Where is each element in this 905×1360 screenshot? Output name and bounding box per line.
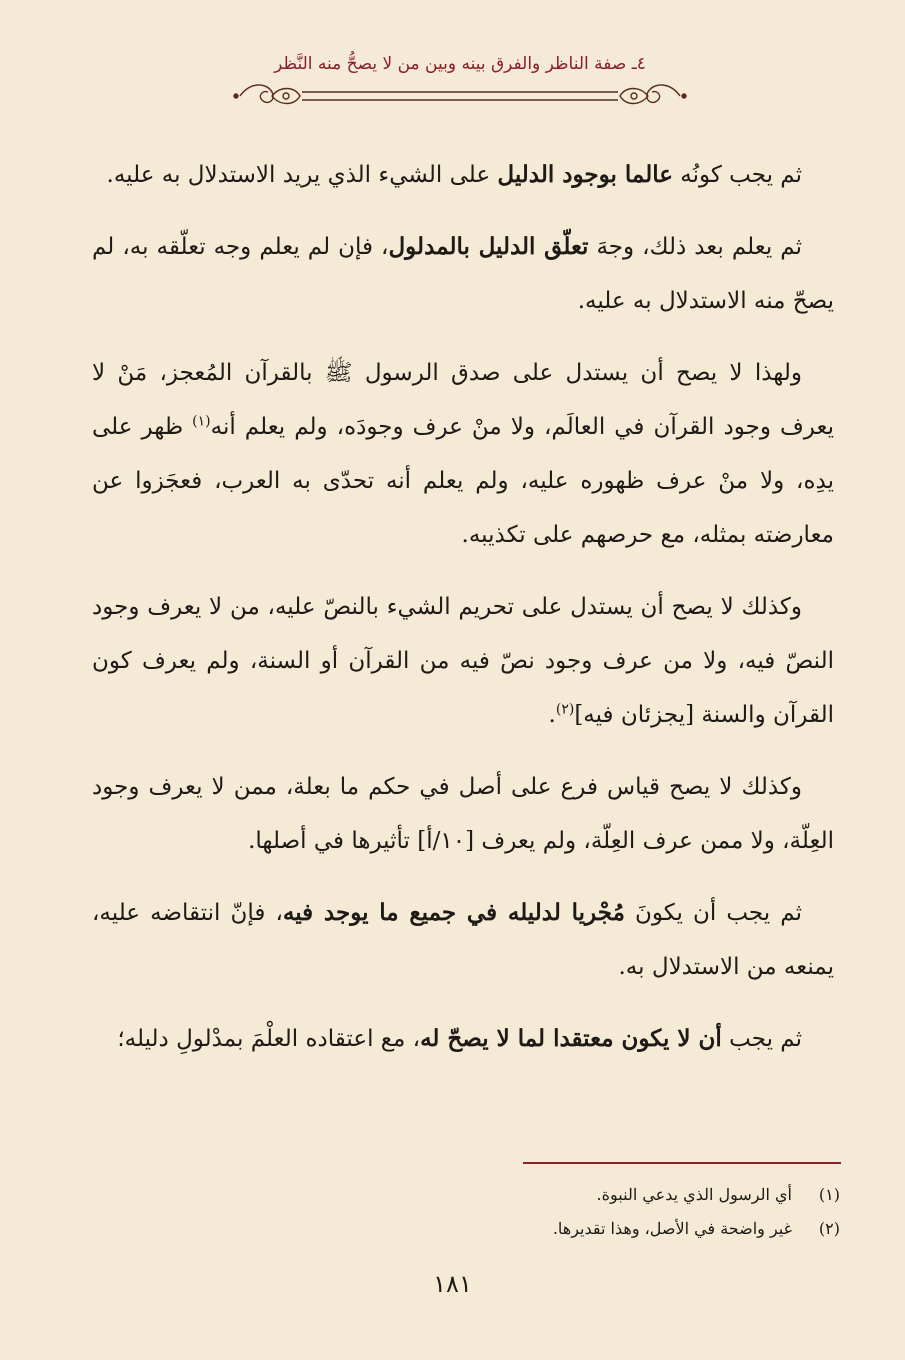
text-run: ثم يجب كونُه xyxy=(672,162,802,188)
paragraph xyxy=(92,1012,834,1066)
text-run: وكذلك لا يصح قياس فرع على أصل في حكم ما بعلة، ممن لا يعرف وجود العِلّة، ولا ممن عرف العِلّة، ولم يعرف [١٠/أ] تأثيرها في أصلها. xyxy=(92,774,834,854)
paragraph xyxy=(92,346,834,562)
bold-phrase: مُجْريا لدليله في جميع ما يوجد فيه xyxy=(282,899,625,926)
running-header: ٤ـ صفة الناظر والفرق بينه وبين من لا يصحُّ منه النَّظر xyxy=(274,54,646,74)
paragraph xyxy=(92,580,834,742)
paragraph xyxy=(92,760,834,868)
footnotes xyxy=(300,1178,840,1246)
bold-phrase: عالما بوجود الدليل xyxy=(497,161,673,188)
bold-phrase: تعلّق الدليل بالمدلول xyxy=(388,233,589,260)
footnote-text: أي الرسول الذي يدعي النبوة. xyxy=(596,1185,792,1204)
text-run: ، مع اعتقاده العلْمَ بمدْلولِ دليله؛ xyxy=(117,1026,421,1052)
bold-phrase: أن لا يكون معتقدا لما لا يصحّ له xyxy=(420,1025,722,1052)
footnote-number: (٢) xyxy=(818,1219,840,1238)
text-run: ثم يجب أن يكونَ xyxy=(624,900,802,926)
text-run: ، فإنّ انتقاضه عليه، يمنعه من الاستدلال به. xyxy=(92,900,834,980)
text-run: وكذلك لا يصح أن يستدل على تحريم الشيء بالنصّ عليه، من لا يعرف وجود النصّ فيه، ولا من عرف وجود نصّ فيه من القرآن أو السنة، ولم يعرف كون القرآن والسنة [يجزئان فيه] xyxy=(92,594,834,728)
text-run: ، فإن لم يعلم وجه تعلّقه به، لم يصحّ منه الاستدلال به عليه. xyxy=(92,234,834,314)
text-run: ثم يعلم بعد ذلك، وجهَ xyxy=(588,234,802,260)
paragraph xyxy=(92,220,834,328)
footnote xyxy=(300,1212,840,1246)
footnote xyxy=(300,1178,840,1212)
footnote-number: (١) xyxy=(818,1185,840,1204)
page-number: ١٨١ xyxy=(433,1270,472,1298)
text-run: ظهر على يدِه، ولا منْ عرف ظهوره عليه، ولم يعلم أنه تحدّى به العرب، فعجَزوا عن معارضته بمثله، مع حرصهم على تكذيبه. xyxy=(92,414,834,548)
footnote-marker: (١) xyxy=(192,413,211,430)
footnote-marker: (٢) xyxy=(555,701,575,718)
paragraph xyxy=(92,148,834,202)
footnote-text: غير واضحة في الأصل، وهذا تقديرها. xyxy=(552,1219,792,1238)
text-run: ثم يجب xyxy=(721,1026,802,1052)
header-ornament xyxy=(232,78,688,114)
main-text xyxy=(92,148,834,1084)
text-run: . xyxy=(548,702,556,728)
paragraph xyxy=(92,886,834,994)
footnote-separator xyxy=(523,1162,841,1164)
text-run: على الشيء الذي يريد الاستدلال به عليه. xyxy=(106,162,498,188)
text-run: ولهذا لا يصح أن يستدل على صدق الرسول ﷺ بالقرآن المُعجز، مَنْ لا يعرف وجود القرآن في العالَم، ولا منْ عرف وجودَه، ولم يعلم أنه xyxy=(92,360,834,440)
